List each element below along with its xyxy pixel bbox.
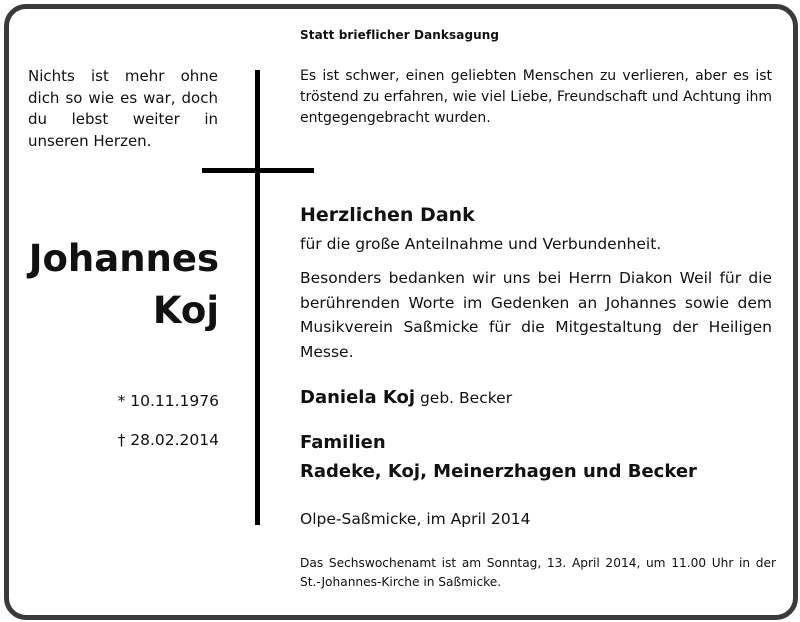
- thanks-body: Besonders bedanken wir uns bei Herrn Diakon Weil für die berührenden Worte im Gedenken an Johannes sowie dem Musikverein Saßmicke für die Mitgestaltung der Heiligen Messe.: [300, 269, 772, 361]
- signer-maiden-name: geb. Becker: [419, 389, 513, 407]
- thanks-title: Herzlichen Dank: [300, 204, 475, 226]
- cross-horizontal-bar: [202, 168, 314, 173]
- header-title: Statt brieflicher Danksagung: [300, 28, 500, 42]
- families-block: [300, 428, 697, 486]
- service-notice: Das Sechswochenamt ist am Sonntag, 13. April 2014, um 11.00 Uhr in der St.-Johannes-Kirche in Saßmicke.: [300, 556, 776, 589]
- deceased-first-name: Johannes: [28, 237, 219, 280]
- families-line-1: Familien: [300, 432, 386, 453]
- deceased-name: [14, 233, 219, 337]
- intro-text: Es ist schwer, einen geliebten Menschen zu verlieren, aber es ist tröstend zu erfahren, wie viel Liebe, Freundschaft und Achtung ihm entgegengebracht wurden.: [300, 68, 772, 126]
- cross-vertical-bar: [255, 70, 260, 525]
- birth-date: * 10.11.1976: [117, 392, 219, 410]
- thanks-subtitle: für die große Anteilnahme und Verbundenheit.: [300, 235, 662, 253]
- families-line-2: Radeke, Koj, Meinerzhagen und Becker: [300, 461, 697, 482]
- death-date: † 28.02.2014: [117, 431, 219, 449]
- place-date: Olpe-Saßmicke, im April 2014: [300, 510, 531, 528]
- signer-name: Daniela Koj: [300, 387, 416, 408]
- memorial-quote: Nichts ist mehr ohne dich so wie es war, doch du lebst weiter in unseren Herzen.: [28, 67, 218, 150]
- signer: [300, 387, 512, 408]
- deceased-last-name: Koj: [152, 289, 219, 332]
